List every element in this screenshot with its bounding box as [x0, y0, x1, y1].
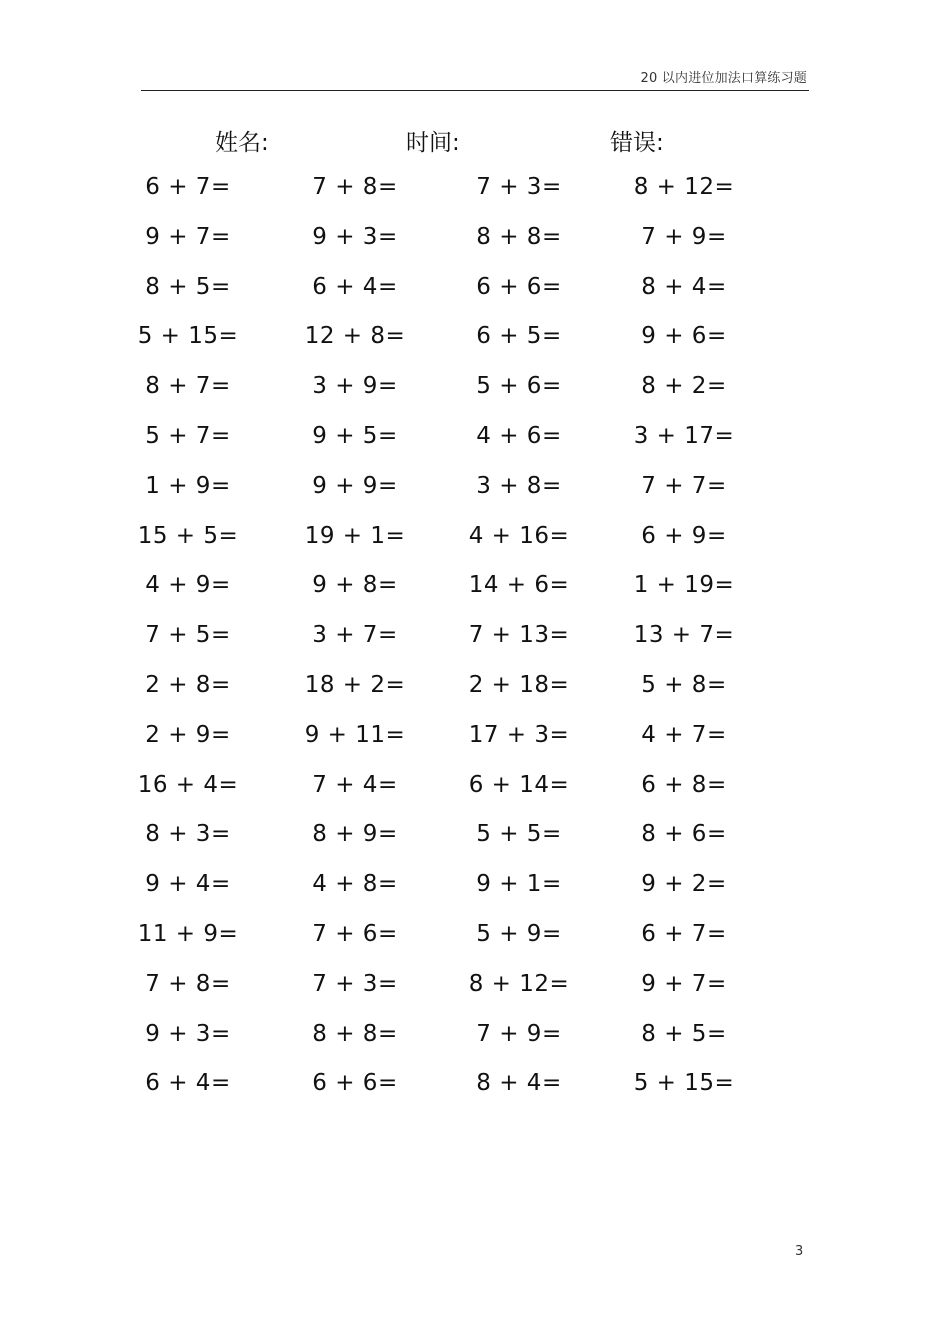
problem-item: 8 + 3= — [145, 821, 231, 848]
problem-row — [0, 664, 950, 714]
problem-item: 9 + 5= — [312, 422, 398, 449]
problem-item: 3 + 17= — [633, 422, 735, 449]
problem-item: 6 + 14= — [468, 771, 570, 798]
problem-item: 9 + 11= — [304, 721, 406, 748]
problem-item: 7 + 9= — [476, 1020, 562, 1047]
problem-item: 6 + 4= — [145, 1070, 231, 1097]
problem-row — [0, 365, 950, 415]
problem-item: 9 + 7= — [145, 223, 231, 250]
problem-item: 9 + 3= — [312, 223, 398, 250]
problem-row — [0, 515, 950, 565]
problem-item: 9 + 1= — [476, 871, 562, 898]
problem-item: 8 + 4= — [476, 1070, 562, 1097]
problem-item: 4 + 6= — [476, 422, 562, 449]
problem-item: 7 + 6= — [312, 920, 398, 947]
problem-item: 6 + 9= — [641, 522, 727, 549]
problem-item: 5 + 9= — [476, 920, 562, 947]
problem-item: 1 + 9= — [145, 472, 231, 499]
problem-item: 6 + 7= — [145, 174, 231, 200]
problem-item: 5 + 15= — [633, 1070, 735, 1097]
problem-row — [0, 315, 950, 365]
problem-row — [0, 415, 950, 465]
problem-item: 8 + 12= — [468, 970, 570, 997]
problem-item: 7 + 7= — [641, 472, 727, 499]
info-row — [0, 124, 950, 164]
name-label: 姓名: — [215, 130, 269, 156]
problem-item: 9 + 2= — [641, 871, 727, 898]
problem-item: 1 + 19= — [633, 572, 735, 599]
problem-item: 7 + 8= — [312, 174, 398, 200]
problem-row — [0, 1013, 950, 1063]
problem-item: 6 + 5= — [476, 323, 562, 350]
problem-item: 7 + 4= — [312, 771, 398, 798]
page-header — [141, 64, 809, 91]
problem-item: 18 + 2= — [304, 671, 406, 698]
problem-row — [0, 166, 950, 216]
problem-item: 2 + 9= — [145, 721, 231, 748]
header-title: 20 以内进位加法口算练习题 — [640, 71, 807, 86]
problem-item: 8 + 4= — [641, 273, 727, 300]
problem-item: 4 + 9= — [145, 572, 231, 599]
problem-item: 6 + 6= — [312, 1070, 398, 1097]
problem-item: 13 + 7= — [633, 622, 735, 649]
problem-grid — [0, 166, 950, 1112]
problem-item: 12 + 8= — [304, 323, 406, 350]
problem-row — [0, 1062, 950, 1112]
problem-item: 6 + 8= — [641, 771, 727, 798]
errors-label: 错误: — [610, 130, 664, 156]
problem-item: 8 + 2= — [641, 373, 727, 400]
problem-item: 5 + 7= — [145, 422, 231, 449]
problem-item: 19 + 1= — [304, 522, 406, 549]
problem-row — [0, 863, 950, 913]
problem-item: 16 + 4= — [137, 771, 239, 798]
problem-item: 9 + 3= — [145, 1020, 231, 1047]
problem-item: 5 + 15= — [137, 323, 239, 350]
problem-item: 5 + 6= — [476, 373, 562, 400]
problem-item: 9 + 9= — [312, 472, 398, 499]
problem-item: 9 + 4= — [145, 871, 231, 898]
problem-item: 4 + 16= — [468, 522, 570, 549]
problem-item: 11 + 9= — [137, 920, 239, 947]
problem-item: 14 + 6= — [468, 572, 570, 599]
problem-item: 8 + 7= — [145, 373, 231, 400]
problem-row — [0, 564, 950, 614]
problem-row — [0, 614, 950, 664]
problem-row — [0, 764, 950, 814]
problem-item: 8 + 5= — [641, 1020, 727, 1047]
problem-item: 8 + 9= — [312, 821, 398, 848]
time-label: 时间: — [406, 130, 460, 156]
problem-item: 5 + 5= — [476, 821, 562, 848]
problem-item: 7 + 3= — [312, 970, 398, 997]
problem-item: 2 + 8= — [145, 671, 231, 698]
problem-item: 9 + 6= — [641, 323, 727, 350]
problem-row — [0, 813, 950, 863]
problem-item: 8 + 8= — [312, 1020, 398, 1047]
problem-item: 6 + 4= — [312, 273, 398, 300]
problem-row — [0, 913, 950, 963]
problem-item: 8 + 5= — [145, 273, 231, 300]
problem-item: 8 + 12= — [633, 174, 735, 200]
problem-item: 9 + 8= — [312, 572, 398, 599]
problem-row — [0, 714, 950, 764]
problem-item: 8 + 8= — [476, 223, 562, 250]
problem-item: 15 + 5= — [137, 522, 239, 549]
problem-item: 7 + 3= — [476, 174, 562, 200]
problem-item: 3 + 9= — [312, 373, 398, 400]
problem-item: 3 + 7= — [312, 622, 398, 649]
problem-row — [0, 963, 950, 1013]
problem-row — [0, 266, 950, 316]
problem-item: 3 + 8= — [476, 472, 562, 499]
problem-item: 4 + 8= — [312, 871, 398, 898]
problem-item: 6 + 7= — [641, 920, 727, 947]
problem-row — [0, 465, 950, 515]
problem-item: 7 + 8= — [145, 970, 231, 997]
problem-item: 6 + 6= — [476, 273, 562, 300]
problem-item: 5 + 8= — [641, 671, 727, 698]
problem-item: 7 + 5= — [145, 622, 231, 649]
problem-item: 7 + 9= — [641, 223, 727, 250]
problem-item: 7 + 13= — [468, 622, 570, 649]
problem-item: 9 + 7= — [641, 970, 727, 997]
problem-item: 2 + 18= — [468, 671, 570, 698]
problem-item: 4 + 7= — [641, 721, 727, 748]
problem-item: 17 + 3= — [468, 721, 570, 748]
page-number: 3 — [795, 1244, 804, 1259]
problem-row — [0, 216, 950, 266]
problem-item: 8 + 6= — [641, 821, 727, 848]
